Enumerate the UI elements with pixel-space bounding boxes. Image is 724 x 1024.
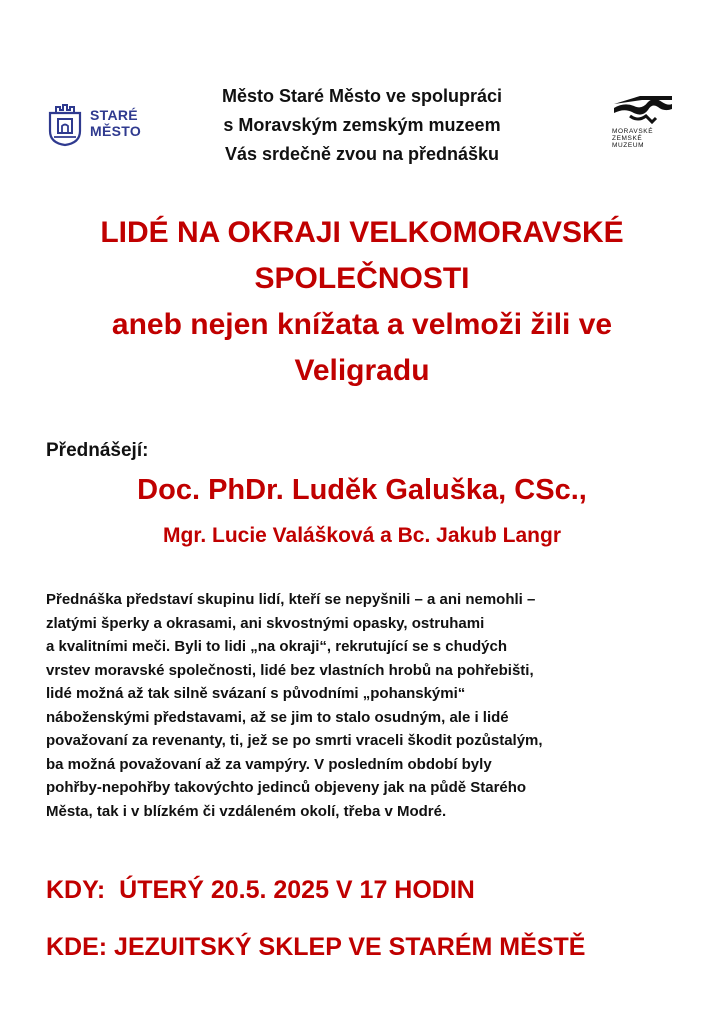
moravian-museum-logo bbox=[612, 92, 678, 152]
description-line: Města, tak i v blízkém či vzdáleném okolí, třeba v Modré. bbox=[46, 802, 447, 820]
title-line2: SPOLEČNOSTI bbox=[254, 262, 470, 295]
speaker-others: Mgr. Lucie Valášková a Bc. Jakub Langr bbox=[163, 524, 561, 547]
logo-right-line3: MUZEUM bbox=[612, 142, 645, 149]
description-line: a kvalitními meči. Byli to lidi „na okraji“, rekrutující se s chudých bbox=[46, 638, 507, 655]
title-line4: Veligradu bbox=[294, 354, 430, 387]
description-line: lidé možná až tak silně svázaní s původními „pohanskými“ bbox=[46, 685, 466, 702]
event-where: KDE: JEZUITSKÝ SKLEP VE STARÉM MĚSTĚ bbox=[46, 933, 586, 961]
header-line1: Město Staré Město ve spolupráci bbox=[221, 86, 503, 106]
stare-mesto-logo bbox=[46, 96, 156, 150]
speakers-label: Přednášejí: bbox=[46, 440, 149, 461]
header-line2: s Moravským zemským muzeem bbox=[223, 115, 501, 135]
description-line: považovaní za revenanty, ti, jež se po smrti vraceli škodit pozůstalým, bbox=[46, 732, 543, 749]
logo-left-line1: STARÉ bbox=[90, 107, 138, 123]
title-line1: LIDÉ NA OKRAJI VELKOMORAVSKÉ bbox=[100, 216, 624, 249]
museum-logo-icon bbox=[612, 92, 674, 126]
lecture-description bbox=[46, 588, 686, 823]
description-line: ba možná považovaní až za vampýry. V posledním období byly bbox=[46, 755, 492, 773]
lecture-title bbox=[20, 210, 704, 394]
description-line: Přednáška představí skupinu lidí, kteří se nepyšnili – a ani nemohli – bbox=[46, 591, 536, 608]
invitation-header bbox=[150, 82, 574, 169]
logo-left-line2: MĚSTO bbox=[90, 123, 142, 139]
description-line: pohřby-nepohřby takovýchto jedinců objeveny jak na půdě Starého bbox=[46, 779, 527, 796]
description-line: náboženskými představami, až se jim to stalo osudným, ale i lidé bbox=[46, 708, 509, 726]
description-line: zlatými šperky a okrasami, ani skvostnými opasky, ostruhami bbox=[46, 614, 485, 632]
logo-right-line2: ZEMSKÉ bbox=[612, 135, 643, 142]
event-when: KDY: ÚTERÝ 20.5. 2025 V 17 HODIN bbox=[46, 876, 475, 904]
town-emblem-icon bbox=[46, 99, 84, 147]
header-line3: Vás srdečně zvou na přednášku bbox=[224, 144, 500, 164]
logo-right-line1: MORAVSKÉ bbox=[612, 128, 654, 135]
description-line: vrstev moravské společnosti, lidé bez vlastních hrobů na pohřebišti, bbox=[46, 661, 534, 679]
title-line3: aneb nejen knížata a velmoži žili ve bbox=[111, 308, 613, 341]
speaker-main: Doc. PhDr. Luděk Galuška, CSc., bbox=[137, 474, 587, 506]
